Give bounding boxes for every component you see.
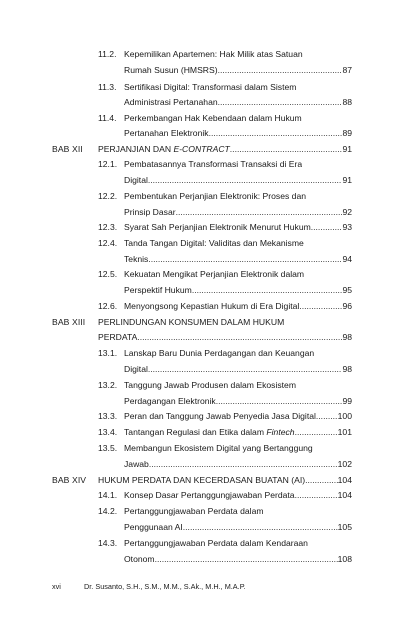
toc-entry-line bbox=[124, 206, 352, 218]
toc-number: 14.2. bbox=[98, 506, 118, 516]
toc-entry-line bbox=[124, 489, 352, 501]
dot-leader bbox=[299, 300, 342, 312]
toc-title: Sertifikasi Digital: Transformasi dalam Sistem bbox=[124, 82, 297, 92]
toc-number: 13.5. bbox=[98, 443, 118, 453]
chapter-title-line bbox=[98, 474, 352, 486]
toc-number: 13.4. bbox=[98, 427, 118, 437]
chapter-label: BAB XIII bbox=[52, 317, 86, 327]
toc-page-number: 94 bbox=[342, 254, 352, 264]
dot-leader bbox=[148, 363, 343, 375]
toc-title: Perdagangan Elektronik bbox=[124, 396, 216, 406]
dot-leader bbox=[230, 143, 343, 155]
toc-title: Pertanggungjawaban Perdata dalam bbox=[124, 506, 264, 516]
toc-entry-line bbox=[124, 458, 352, 470]
toc-entry-line bbox=[124, 284, 352, 296]
toc-title: Tantangan Regulasi dan Etika dalam Fintech bbox=[124, 427, 295, 437]
toc-number: 14.1. bbox=[98, 490, 118, 500]
dot-leader bbox=[216, 395, 343, 407]
toc-entry-line bbox=[124, 300, 352, 312]
dot-leader bbox=[155, 553, 338, 565]
toc-entry-line bbox=[124, 363, 352, 375]
toc-title: Membangun Ekosistem Digital yang Bertanggung bbox=[124, 443, 313, 453]
toc-title: Pembentukan Perjanjian Elektronik: Proses dan bbox=[124, 191, 307, 201]
toc-entry-line bbox=[124, 221, 352, 233]
toc-page-number: 104 bbox=[337, 490, 352, 500]
toc-page-number: 91 bbox=[342, 144, 352, 154]
chapter-label: BAB XII bbox=[52, 144, 83, 154]
toc-title: Tanggung Jawab Produsen dalam Ekosistem bbox=[124, 380, 296, 390]
toc-title: Perkembangan Hak Kebendaan dalam Hukum bbox=[124, 113, 302, 123]
toc-page-number: 93 bbox=[342, 222, 352, 232]
page-footer bbox=[52, 581, 246, 593]
toc-page-number: 100 bbox=[337, 411, 352, 421]
toc-number: 13.1. bbox=[98, 348, 118, 358]
chapter-title-line bbox=[98, 143, 352, 155]
toc-title: Digital bbox=[124, 175, 148, 185]
toc-page-number: 108 bbox=[337, 554, 352, 564]
toc-title: Konsep Dasar Pertanggungjawaban Perdata bbox=[124, 490, 295, 500]
toc-page-number: 104 bbox=[337, 475, 352, 485]
toc-page-number: 95 bbox=[342, 285, 352, 295]
toc-title: Tanda Tangan Digital: Validitas dan Mekanisme bbox=[124, 238, 304, 248]
toc-title: Lanskap Baru Dunia Perdagangan dan Keuangan bbox=[124, 348, 315, 358]
dot-leader bbox=[218, 96, 343, 108]
toc-page-number: 91 bbox=[342, 175, 352, 185]
chapter-title-italic: E-CONTRACT bbox=[173, 144, 230, 154]
chapter-title: PERDATA bbox=[98, 332, 138, 342]
toc-number: 13.3. bbox=[98, 411, 118, 421]
toc-number: 12.4. bbox=[98, 238, 118, 248]
dot-leader bbox=[137, 331, 342, 343]
toc-page-number: 105 bbox=[337, 522, 352, 532]
toc-title: Pembatasannya Transformasi Transaksi di Era bbox=[124, 159, 303, 169]
toc-number: 14.3. bbox=[98, 538, 118, 548]
toc-title: Kekuatan Mengikat Perjanjian Elektronik dalam bbox=[124, 269, 305, 279]
toc-page-number: 99 bbox=[342, 396, 352, 406]
dot-leader bbox=[295, 489, 338, 501]
toc-title-italic: Fintech bbox=[266, 427, 295, 437]
toc-page-number: 92 bbox=[342, 207, 352, 217]
dot-leader bbox=[192, 284, 343, 296]
toc-entry-line bbox=[124, 521, 352, 533]
toc-page-number: 89 bbox=[342, 128, 352, 138]
dot-leader bbox=[209, 127, 343, 139]
chapter-label: BAB XIV bbox=[52, 475, 87, 485]
toc-number: 12.3. bbox=[98, 222, 118, 232]
chapter-title: PERJANJIAN DAN E-CONTRACT bbox=[98, 144, 230, 154]
toc-number: 12.5. bbox=[98, 269, 118, 279]
toc-title: Otonom bbox=[124, 554, 155, 564]
toc-number: 11.3. bbox=[98, 82, 117, 92]
toc-entry-line bbox=[124, 127, 352, 139]
toc-title: Perspektif Hukum bbox=[124, 285, 192, 295]
toc-title: Jawab bbox=[124, 459, 149, 469]
toc-entry-line bbox=[124, 426, 352, 438]
dot-leader bbox=[183, 521, 338, 533]
toc-number: 12.6. bbox=[98, 301, 118, 311]
toc-page-number: 98 bbox=[342, 332, 352, 342]
toc-title: Penggunaan AI bbox=[124, 522, 183, 532]
dot-leader bbox=[295, 426, 338, 438]
toc-title: Pertanahan Elektronik bbox=[124, 128, 209, 138]
toc-page-number: 101 bbox=[337, 427, 352, 437]
dot-leader bbox=[311, 221, 343, 233]
toc-title: Teknis bbox=[124, 254, 149, 264]
toc-number: 13.2. bbox=[98, 380, 118, 390]
toc-title: Pertanggungjawaban Perdata dalam Kendaraan bbox=[124, 538, 308, 548]
toc-title: Menyongsong Kepastian Hukum di Era Digital bbox=[124, 301, 300, 311]
footer-page-number: xvi bbox=[52, 582, 61, 591]
dot-leader bbox=[148, 174, 343, 186]
toc-title: Peran dan Tanggung Jawab Penyedia Jasa Digital bbox=[124, 411, 316, 421]
toc-number: 11.2. bbox=[98, 49, 117, 59]
chapter-title-line bbox=[98, 331, 352, 343]
dot-leader bbox=[176, 206, 343, 218]
toc-entry-line bbox=[124, 96, 352, 108]
toc-title: Syarat Sah Perjanjian Elektronik Menurut Hukum bbox=[124, 222, 311, 232]
footer-author: Dr. Susanto, S.H., S.M., M.M., S.Ak., M.H., M.A.P. bbox=[84, 582, 246, 591]
toc-title: Kepemilikan Apartemen: Hak Milik atas Satuan bbox=[124, 49, 303, 59]
toc-entry-line bbox=[124, 410, 352, 422]
chapter-title: PERLINDUNGAN KONSUMEN DALAM HUKUM bbox=[98, 317, 285, 327]
toc-entry-line bbox=[124, 553, 352, 565]
chapter-title: HUKUM PERDATA DAN KECERDASAN BUATAN (AI) bbox=[98, 475, 306, 485]
toc-title: Digital bbox=[124, 364, 148, 374]
toc-entry-line bbox=[124, 395, 352, 407]
toc-page-number: 96 bbox=[342, 301, 352, 311]
toc-title: Administrasi Pertanahan bbox=[124, 97, 218, 107]
dot-leader bbox=[316, 410, 338, 422]
toc-number: 12.1. bbox=[98, 159, 118, 169]
toc-entry-line bbox=[124, 253, 352, 265]
dot-leader bbox=[148, 253, 342, 265]
dot-leader bbox=[218, 64, 343, 76]
dot-leader bbox=[149, 458, 338, 470]
toc-number: 11.4. bbox=[98, 113, 117, 123]
toc-page-number: 98 bbox=[342, 364, 352, 374]
toc-page-number: 102 bbox=[337, 459, 352, 469]
toc-page-number: 88 bbox=[342, 97, 352, 107]
toc-page-number: 87 bbox=[342, 65, 352, 75]
toc-entry-line bbox=[124, 174, 352, 186]
toc-title: Rumah Susun (HMSRS) bbox=[124, 65, 218, 75]
toc-entry-line bbox=[124, 64, 352, 76]
toc-number: 12.2. bbox=[98, 191, 118, 201]
toc-title: Prinsip Dasar bbox=[124, 207, 176, 217]
dot-leader bbox=[305, 474, 338, 486]
